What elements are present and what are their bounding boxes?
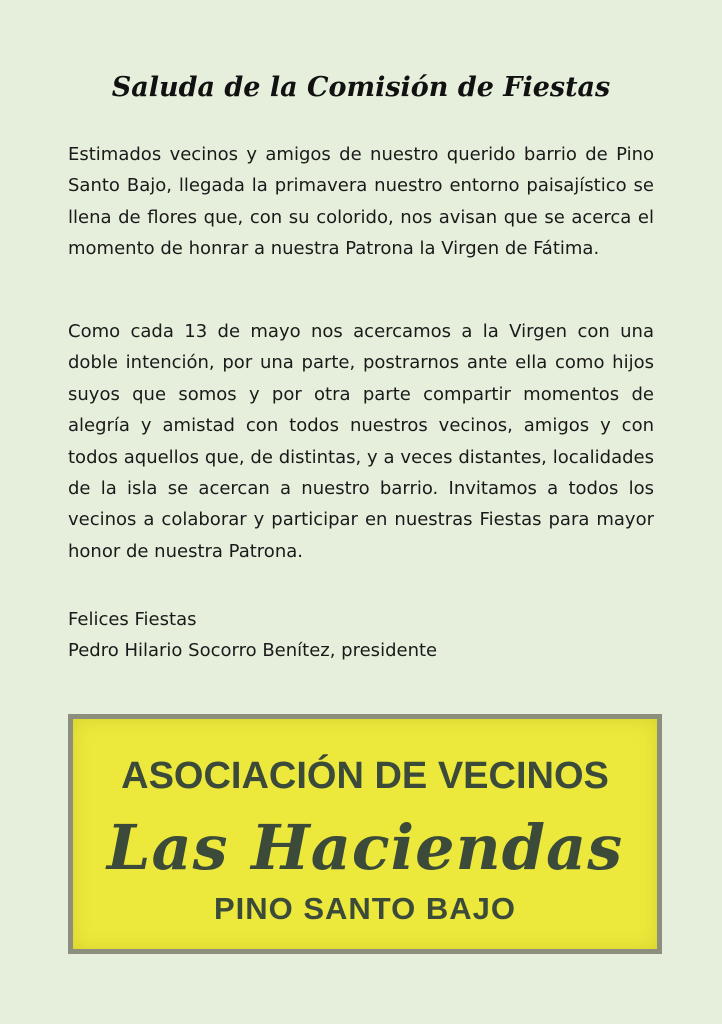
association-logo <box>68 714 662 954</box>
logo-location: PINO SANTO BAJO <box>213 891 517 926</box>
paragraph-2: Como cada 13 de mayo nos acercamos a la Virgen con una doble intención, por una parte, postrarnos ante ella como hijos suyos que somos y por otra parte compartir momentos de alegría y amistad con todos nuestros vecinos, amigos y con todos aquellos que, de distintas, y a veces distantes, localidades de la isla se acercan a nuestro barrio. Invitamos a todos los vecinos a colaborar y participar en nuestras Fiestas para mayor honor de nuestra Patrona. <box>68 321 654 562</box>
logo-association-name: ASOCIACIÓN DE VECINOS <box>121 755 609 797</box>
document-title: Saluda de la Comisión de Fiestas <box>111 72 611 103</box>
signature-line: Pedro Hilario Socorro Benítez, presidente <box>68 640 438 661</box>
closing-line: Felices Fiestas <box>68 609 197 630</box>
paragraph-1: Estimados vecinos y amigos de nuestro querido barrio de Pino Santo Bajo, llegada la primavera nuestro entorno paisajístico se llena de flores que, con su colorido, nos avisan que se acerca el momento de honrar a nuestra Patrona la Virgen de Fátima. <box>68 144 654 260</box>
logo-haciendas-name: Las Haciendas <box>106 811 624 884</box>
